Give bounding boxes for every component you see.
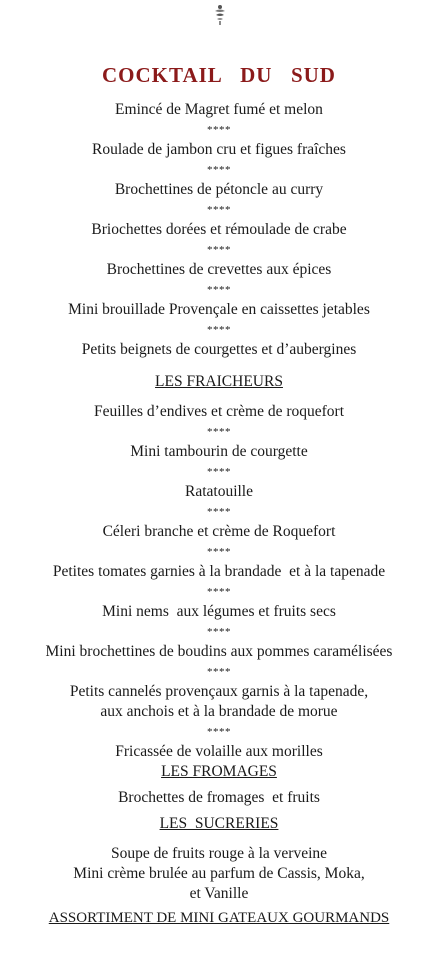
section-heading-fraicheurs: LES FRAICHEURS — [155, 373, 283, 390]
separator: **** — [207, 586, 231, 598]
menu-item: Petites tomates garnies à la brandade et à la tapenade — [52, 563, 386, 580]
section-heading-fromages: LES FROMAGES — [161, 763, 277, 780]
menu-item: Feuilles d’endives et crème de roquefort — [93, 403, 345, 420]
menu-item: Mini brochettines de boudins aux pommes caramélisées — [45, 643, 393, 660]
menu-item: Petits beignets de courgettes et d’aubergines — [81, 341, 357, 358]
separator: **** — [207, 506, 231, 518]
separator: **** — [207, 204, 231, 216]
menu-item: Brochettines de crevettes aux épices — [106, 261, 332, 278]
menu-item: aux anchois et à la brandade de morue — [100, 703, 338, 720]
menu-item: Ratatouille — [184, 483, 253, 500]
separator: **** — [207, 546, 231, 558]
menu-item: Fricassée de volaille aux morilles — [115, 743, 323, 760]
menu-item: Briochettes dorées et rémoulade de crabe — [91, 221, 347, 238]
menu-item: Brochettines de pétoncle au curry — [114, 181, 324, 198]
separator: **** — [207, 244, 231, 256]
menu-body — [0, 100, 438, 928]
separator: **** — [207, 284, 231, 296]
menu-item: Roulade de jambon cru et figues fraîches — [92, 141, 346, 158]
menu-item: et Vanille — [189, 885, 249, 902]
menu-item: Soupe de fruits rouge à la verveine — [110, 845, 328, 862]
menu-item: Mini nems aux légumes et fruits secs — [102, 603, 336, 620]
menu-item: Brochettes de fromages et fruits — [118, 789, 320, 806]
separator: **** — [207, 726, 231, 738]
decorative-flourish-icon — [212, 4, 228, 26]
separator: **** — [207, 124, 231, 136]
separator: **** — [207, 466, 231, 478]
closing-heading: ASSORTIMENT DE MINI GATEAUX GOURMANDS — [48, 910, 390, 926]
separator: **** — [207, 164, 231, 176]
section-heading-sucreries: LES SUCRERIES — [159, 815, 279, 832]
separator: **** — [207, 626, 231, 638]
menu-item: Emincé de Magret fumé et melon — [115, 101, 323, 118]
menu-item: Petits cannelés provençaux garnis à la tapenade, — [69, 683, 369, 700]
menu-title: COCKTAIL DU SUD — [102, 63, 336, 87]
separator: **** — [207, 426, 231, 438]
separator: **** — [207, 666, 231, 678]
separator: **** — [207, 324, 231, 336]
menu-item: Mini tambourin de courgette — [130, 443, 308, 460]
menu-item: Mini brouillade Provençale en caissettes jetables — [68, 301, 370, 318]
menu-item: Céleri branche et crème de Roquefort — [102, 523, 336, 540]
menu-item: Mini crème brulée au parfum de Cassis, Moka, — [73, 865, 365, 882]
